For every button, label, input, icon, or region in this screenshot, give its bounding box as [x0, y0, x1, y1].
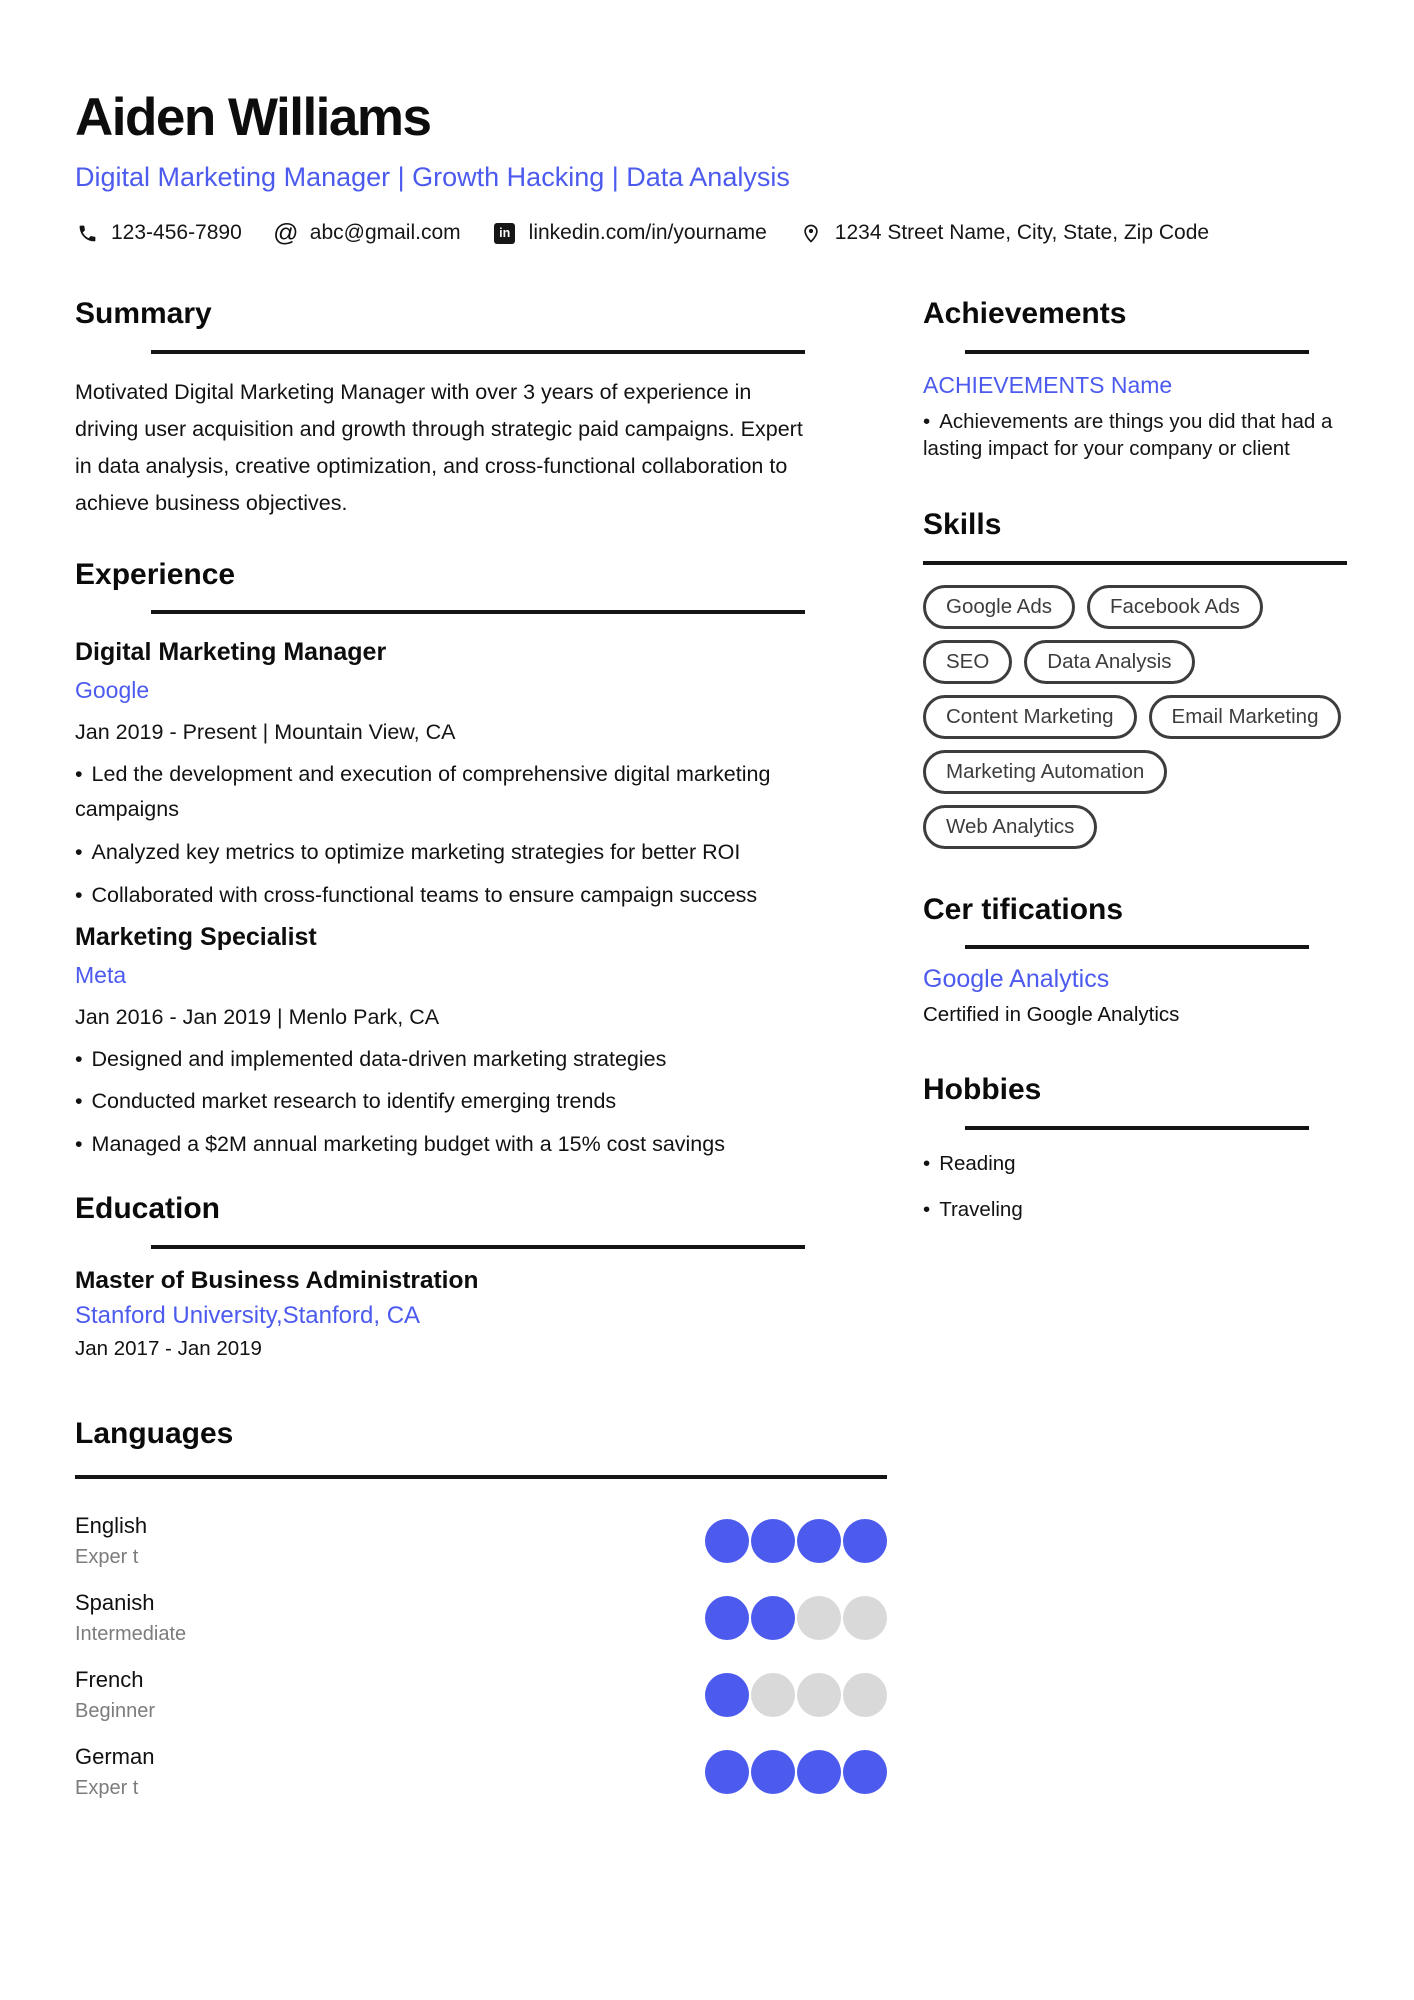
section-education — [75, 1192, 887, 1361]
certifications-title: Cer tifications — [923, 892, 1124, 926]
certifications-divider — [965, 945, 1309, 949]
linkedin-icon: in — [493, 221, 517, 245]
language-level: Beginner — [75, 1700, 156, 1722]
language-row — [75, 1657, 887, 1734]
skill-pill: Email Marketing — [1149, 695, 1342, 739]
language-name: Spanish — [75, 1590, 155, 1615]
experience-title: Experience — [75, 557, 236, 591]
skills-title: Skills — [923, 508, 1002, 542]
achievement-text — [923, 408, 1347, 463]
proficiency-dots — [705, 1673, 887, 1717]
summary-title: Summary — [75, 297, 212, 331]
language-level: Exper t — [75, 1546, 139, 1568]
proficiency-dots — [705, 1596, 887, 1640]
bullet-glyph: • — [75, 1132, 83, 1157]
hobbies-divider — [965, 1126, 1309, 1130]
job-company[interactable]: Meta — [75, 961, 127, 988]
language-row — [75, 1580, 887, 1657]
job-dates-location: Jan 2019 - Present | Mountain View, CA — [75, 720, 456, 745]
job-bullets — [75, 1042, 795, 1162]
right-column — [923, 297, 1347, 1811]
hobby-text: Traveling — [939, 1197, 1023, 1221]
proficiency-dot-filled — [751, 1750, 795, 1794]
left-column — [75, 297, 887, 1811]
proficiency-dot-empty — [843, 1673, 887, 1717]
proficiency-dots — [705, 1750, 887, 1794]
skill-pill: Data Analysis — [1024, 640, 1194, 684]
contact-address — [799, 221, 1209, 245]
skill-pill: SEO — [923, 640, 1012, 684]
job-bullet-text: Managed a $2M annual marketing budget with a 15% cost savings — [91, 1132, 725, 1157]
proficiency-dot-filled — [751, 1596, 795, 1640]
summary-text: Motivated Digital Marketing Manager with over 3 years of experience in driving user acquisition and growth through strategic paid campaigns. Expert in data analysis, creative optimization, and cross-functional collaboration to achieve business objectives. — [75, 379, 803, 515]
bullet-glyph: • — [923, 409, 931, 433]
job-bullet — [75, 878, 795, 913]
proficiency-dot-filled — [843, 1519, 887, 1563]
proficiency-dot-filled — [705, 1519, 749, 1563]
language-row — [75, 1734, 887, 1811]
certification-name[interactable]: Google Analytics — [923, 965, 1110, 994]
hobbies-title: Hobbies — [923, 1073, 1042, 1107]
education-school[interactable]: Stanford University,Stanford, CA — [75, 1301, 421, 1329]
proficiency-dot-filled — [705, 1673, 749, 1717]
proficiency-dot-filled — [843, 1750, 887, 1794]
contact-phone — [75, 221, 242, 245]
section-experience — [75, 558, 887, 1162]
bullet-glyph: • — [923, 1151, 931, 1175]
education-dates: Jan 2017 - Jan 2019 — [75, 1336, 262, 1360]
language-info — [75, 1744, 154, 1800]
contact-row — [75, 218, 1347, 247]
job-bullet — [75, 1042, 795, 1077]
language-info — [75, 1513, 147, 1569]
summary-divider — [151, 350, 805, 354]
job-bullet-text: Designed and implemented data-driven marketing strategies — [91, 1046, 667, 1071]
language-list — [75, 1503, 887, 1811]
bullet-glyph: • — [75, 839, 83, 864]
section-achievements — [923, 297, 1347, 462]
proficiency-dot-filled — [705, 1596, 749, 1640]
achievement-name: ACHIEVEMENTS Name — [923, 371, 1173, 398]
proficiency-dot-empty — [797, 1673, 841, 1717]
job-bullet-text: Led the development and execution of comprehensive digital marketing campaigns — [75, 762, 771, 822]
at-icon: @ — [273, 218, 299, 247]
achievements-title: Achievements — [923, 297, 1127, 331]
skills-divider — [923, 561, 1347, 565]
proficiency-dots — [705, 1519, 887, 1563]
language-level: Exper t — [75, 1777, 139, 1799]
languages-divider — [75, 1475, 887, 1479]
job-bullet — [75, 1127, 795, 1162]
proficiency-dot-filled — [751, 1519, 795, 1563]
experience-divider — [151, 610, 805, 614]
section-certifications — [923, 893, 1347, 1028]
language-level: Intermediate — [75, 1623, 187, 1645]
bullet-glyph: • — [75, 1046, 83, 1071]
skill-pill: Content Marketing — [923, 695, 1137, 739]
education-title: Education — [75, 1192, 221, 1225]
email-address[interactable]: abc@gmail.com — [309, 221, 461, 245]
skill-pill: Web Analytics — [923, 805, 1097, 849]
bullet-glyph: • — [75, 1089, 83, 1114]
hobby-item — [923, 1198, 1347, 1222]
proficiency-dot-empty — [751, 1673, 795, 1717]
job-bullet — [75, 835, 795, 870]
job-entry — [75, 923, 887, 1162]
job-entry — [75, 638, 887, 912]
language-name: German — [75, 1744, 155, 1769]
skill-pill: Marketing Automation — [923, 750, 1167, 794]
skill-pill: Google Ads — [923, 585, 1075, 629]
bullet-glyph: • — [75, 762, 83, 787]
linkedin-url[interactable]: linkedin.com/in/yourname — [528, 221, 767, 245]
job-bullet-text: Collaborated with cross-functional teams to ensure campaign success — [91, 882, 758, 907]
section-languages — [75, 1417, 887, 1812]
street-address: 1234 Street Name, City, State, Zip Code — [834, 221, 1210, 245]
contact-email — [273, 218, 461, 247]
education-divider — [151, 1245, 805, 1249]
job-dates-location: Jan 2016 - Jan 2019 | Menlo Park, CA — [75, 1004, 440, 1029]
hobby-text: Reading — [939, 1151, 1016, 1175]
candidate-name: Aiden Williams — [75, 88, 431, 147]
proficiency-dot-filled — [797, 1750, 841, 1794]
phone-number: 123-456-7890 — [111, 221, 242, 245]
job-bullet-text: Analyzed key metrics to optimize marketing strategies for better ROI — [91, 839, 741, 864]
certification-detail: Certified in Google Analytics — [923, 1003, 1180, 1027]
job-bullet — [75, 757, 795, 827]
section-summary — [75, 297, 887, 521]
achievements-divider — [965, 350, 1309, 354]
job-bullets — [75, 757, 795, 912]
job-bullet — [75, 1084, 795, 1119]
language-info — [75, 1667, 155, 1723]
education-degree: Master of Business Administration — [75, 1266, 479, 1294]
language-name: English — [75, 1513, 148, 1538]
achievement-text-body: Achievements are things you did that had a lasting impact for your company or client — [923, 409, 1333, 461]
skill-pill: Facebook Ads — [1087, 585, 1263, 629]
language-info — [75, 1590, 186, 1646]
job-company[interactable]: Google — [75, 677, 150, 704]
proficiency-dot-filled — [705, 1750, 749, 1794]
language-name: French — [75, 1667, 144, 1692]
job-role: Digital Marketing Manager — [75, 638, 387, 667]
proficiency-dot-filled — [797, 1519, 841, 1563]
proficiency-dot-empty — [843, 1596, 887, 1640]
section-skills — [923, 508, 1347, 849]
job-role: Marketing Specialist — [75, 922, 317, 951]
section-hobbies — [923, 1073, 1347, 1222]
bullet-glyph: • — [75, 882, 83, 907]
hobby-item — [923, 1152, 1347, 1176]
language-row — [75, 1503, 887, 1580]
candidate-headline: Digital Marketing Manager | Growth Hacking | Data Analysis — [75, 161, 790, 192]
phone-icon — [75, 221, 99, 245]
resume-body — [75, 297, 1347, 1811]
bullet-glyph: • — [923, 1197, 931, 1221]
job-bullet-text: Conducted market research to identify emerging trends — [91, 1089, 617, 1114]
skill-pills — [923, 585, 1347, 849]
contact-linkedin — [493, 221, 767, 245]
proficiency-dot-empty — [797, 1596, 841, 1640]
location-pin-icon — [799, 221, 823, 245]
resume-header — [75, 88, 1347, 245]
languages-title: Languages — [75, 1416, 234, 1450]
